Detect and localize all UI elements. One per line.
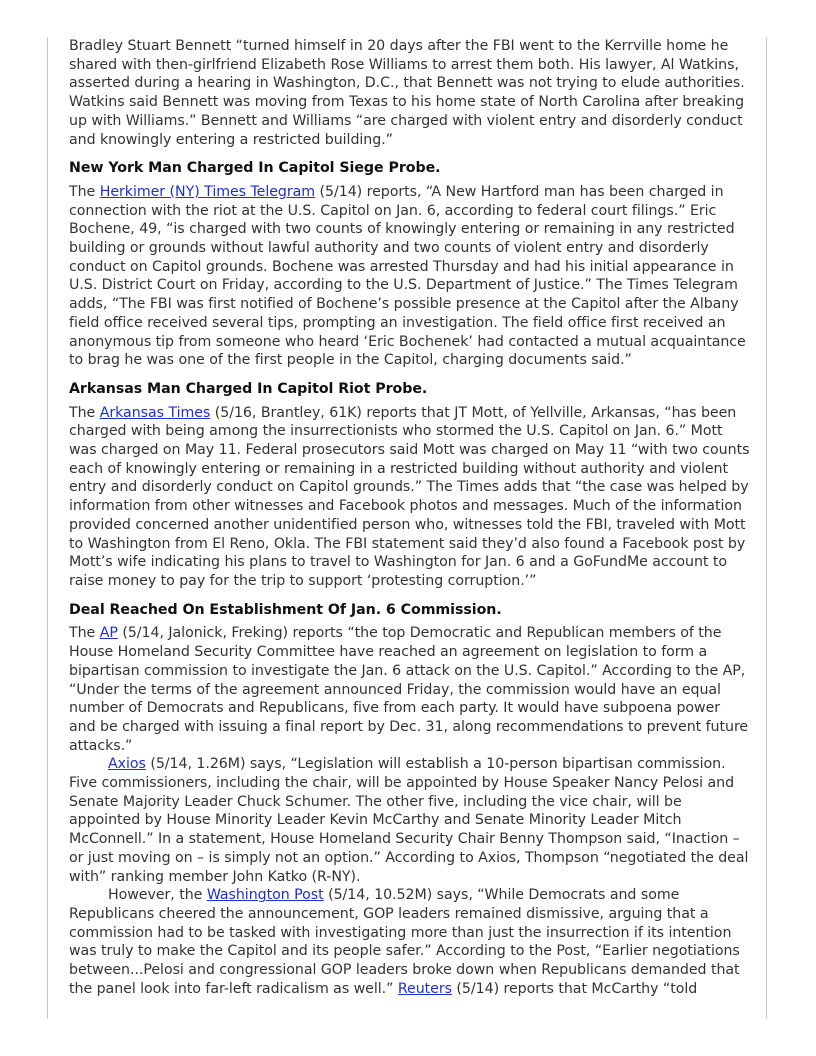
source-link-washington-post[interactable]: Washington Post (206, 887, 324, 904)
section-paragraph (69, 755, 751, 886)
paragraph-text: (5/16, Brantley, 61K) reports that JT Mott, of Yellville, Arkansas, “has been charged with being among the insurrectionists who stormed the U.S. Capitol on Jan. 6.” Mott was charged on May 11. Federal prosecutors said Mott was charged on May 11 “with two counts each of knowingly entering or remaining in a restricted building without authority and violent entry and disorderly conduct on Capitol grounds.” The Times adds that “the case was helped by information from other witnesses and Facebook photos and messages. Much of the information provided concerned another unidentified person who, witnesses told the FBI, traveled with Mott to Washington from El Reno, Okla. The FBI statement said they’d also found a Facebook post by Mott’s wife indicating his plans to travel to Washington for Jan. 6 and a GoFundMe account to raise money to pay for the trip to support ‘protesting corruption.’” (69, 404, 750, 589)
section-paragraph (69, 624, 751, 755)
intro-paragraph: Bradley Stuart Bennett “turned himself in 20 days after the FBI went to the Kerrville home he shared with then-girlfriend Elizabeth Rose Williams to arrest them both. His lawyer, Al Watkins, asserted during a hearing in Washington, D.C., that Bennett was not trying to elude authorities. Watkins said Bennett was moving from Texas to his home state of North Carolina after breaking up with Williams.” Bennett and Williams “are charged with violent entry and disorderly conduct and knowingly entering a restricted building.” (69, 38, 745, 148)
source-link-axios[interactable]: Axios (108, 756, 146, 773)
paragraph-text: The (69, 625, 100, 642)
paragraph-text: (5/14, 10.52M) says, “While Democrats and some Republicans cheered the announcement, GOP leaders remained dismissive, arguing that a commission had to be tasked with investigating more than just the insurrection if its intention was truly to make the Capitol and its people safer.” According to the Post, “Earlier negotiations between...Pelosi and congressional GOP leaders broke down when Republicans demanded that the panel look into far-left radicalism as well.” (69, 887, 740, 997)
section-heading-arkansas: Arkansas Man Charged In Capitol Riot Probe. (69, 380, 428, 397)
paragraph-text: (5/14, Jalonick, Freking) reports “the top Democratic and Republican members of the House Homeland Security Committee have reached an agreement on legislation to form a bipartisan commission to investigate the Jan. 6 attack on the U.S. Capitol.” According to the AP, “Under the terms of the agreement announced Friday, the commission would have an equal number of Democrats and Republicans, five from each party. It would have subpoena power and be charged with issuing a final report by Dec. 31, along recommendations to prevent future attacks.” (69, 625, 749, 754)
section-heading-jan6-commission: Deal Reached On Establishment Of Jan. 6 Commission. (69, 601, 502, 618)
source-link-herkimer-times-telegram[interactable]: Herkimer (NY) Times Telegram (99, 183, 316, 200)
paragraph-text: The (69, 183, 100, 200)
document-page (47, 37, 767, 1019)
source-link-reuters[interactable]: Reuters (397, 980, 452, 997)
paragraph-text: However, the (108, 887, 207, 904)
paragraph-text: (5/14) reports that McCarthy “told (451, 980, 698, 997)
source-link-ap[interactable]: AP (99, 625, 118, 642)
section-paragraph (69, 183, 751, 370)
paragraph-text: (5/14) reports, “A New Hartford man has been charged in connection with the riot at the U.S. Capitol on Jan. 6, according to federal court filings.” Eric Bochene, 49, “is charged with two counts of knowingly entering or remaining in any restricted building or grounds without lawful authority and two counts of violent entry and disorderly conduct on Capitol grounds. Bochene was arrested Thursday and had his initial appearance in U.S. District Court on Friday, according to the U.S. Department of Justice.” The Times Telegram adds, “The FBI was first notified of Bochene’s possible presence at the Capitol after the Albany field office received several tips, prompting an investigation. The field office first received an anonymous tip from someone who heard ‘Eric Bochenek’ had contacted a mutual acquaintance to brag he was one of the first people in the Capitol, charging documents said.” (69, 183, 746, 369)
paragraph-text: (5/14, 1.26M) says, “Legislation will establish a 10-person bipartisan commission. Five commissioners, including the chair, will be appointed by House Speaker Nancy Pelosi and Senate Majority Leader Chuck Schumer. The other five, including the vice chair, will be appointed by House Minority Leader Kevin McCarthy and Senate Minority Leader Mitch McConnell.” In a statement, House Homeland Security Chair Benny Thompson said, “Inaction – or just moving on – is simply not an option.” According to Axios, Thompson “negotiated the deal with” ranking member John Katko (R-NY). (69, 756, 749, 885)
document-content (69, 37, 751, 998)
section-paragraph (69, 404, 751, 591)
section-heading-new-york: New York Man Charged In Capitol Siege Probe. (69, 160, 441, 177)
paragraph-text: The (69, 404, 100, 421)
section-paragraph (69, 886, 751, 998)
source-link-arkansas-times[interactable]: Arkansas Times (99, 404, 211, 421)
